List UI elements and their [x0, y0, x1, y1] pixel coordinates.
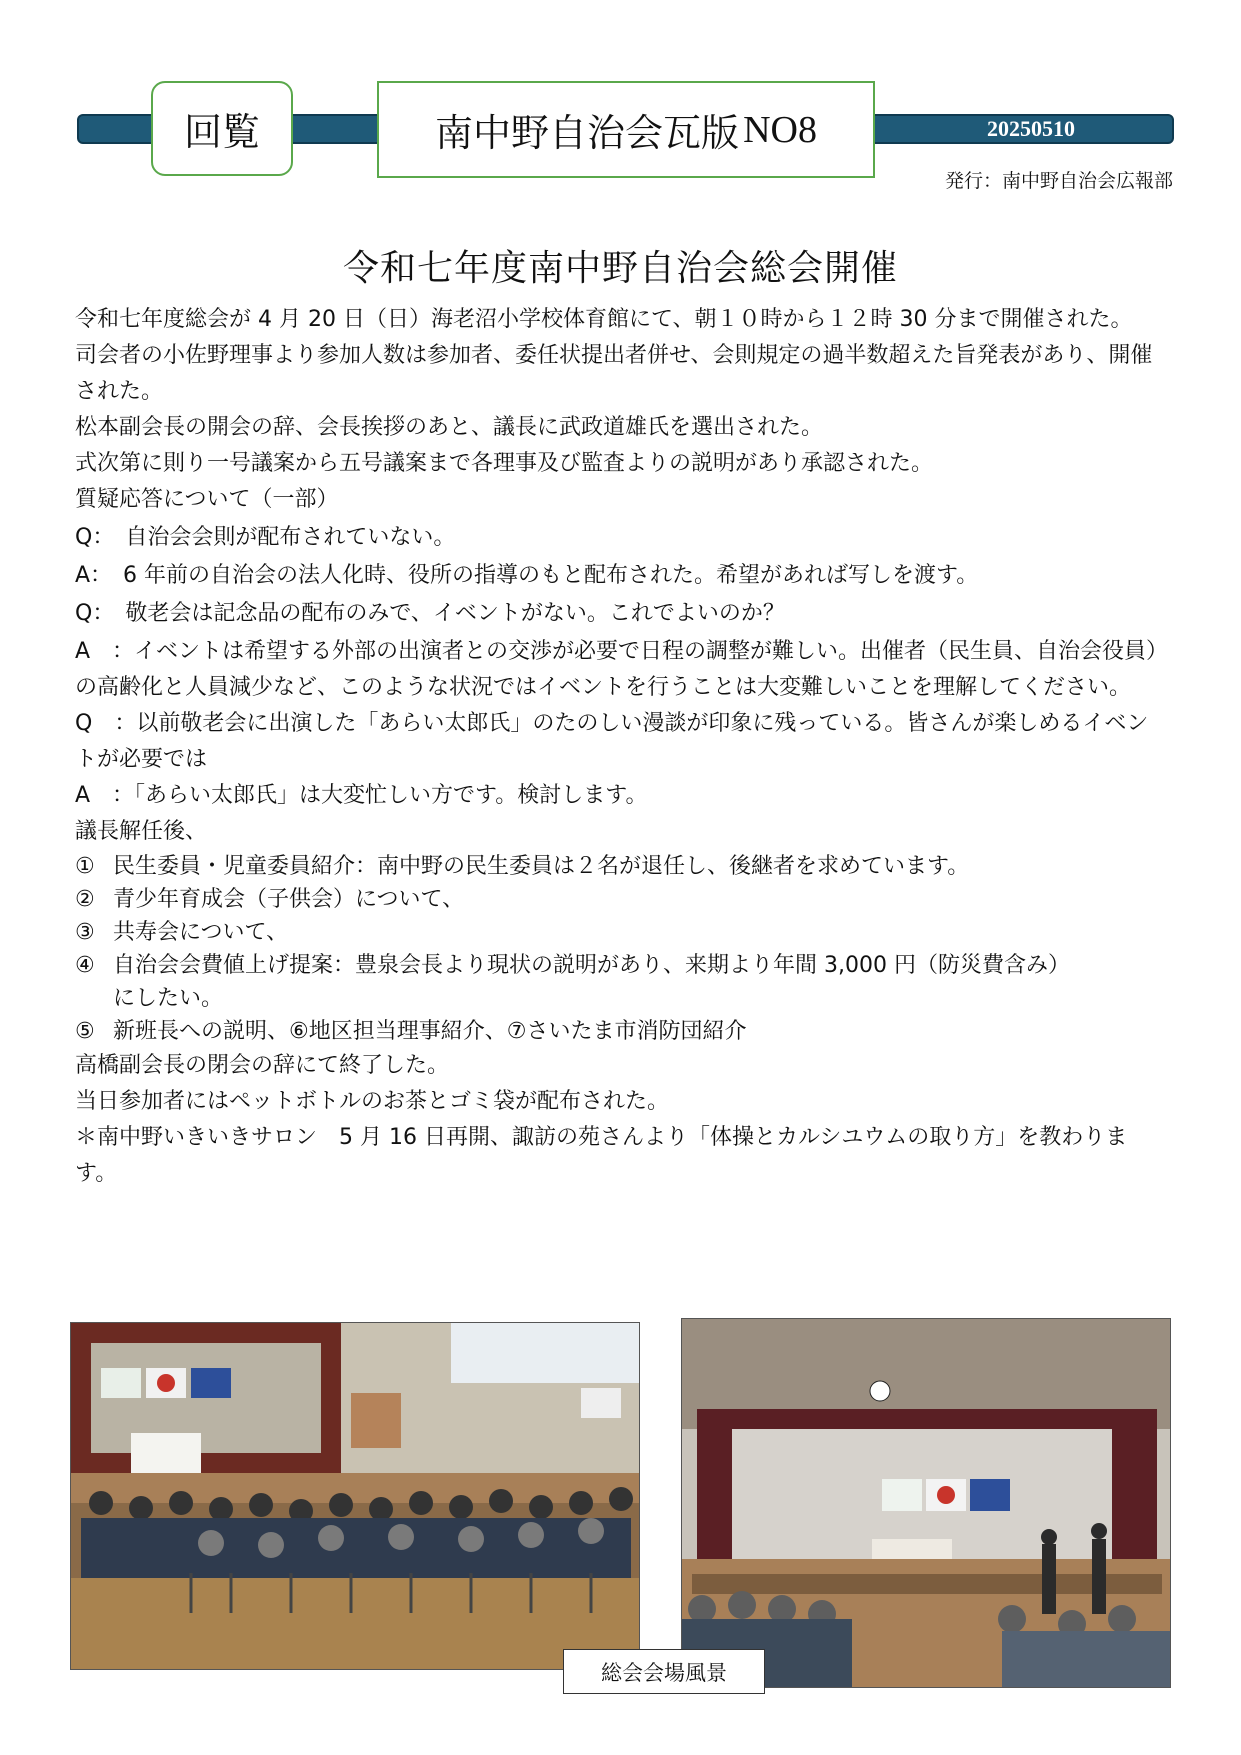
item-text: 民生委員・児童委員紹介：南中野の民生委員は２名が退任し、後継者を求めています。: [113, 854, 970, 879]
paragraph: 式次第に則り一号議案から五号議案まで各理事及び監査よりの説明があり承認された。: [75, 451, 934, 476]
closing-line: 高橋副会長の閉会の辞にて終了した。: [75, 1053, 450, 1078]
photo-gym-audience: [70, 1322, 640, 1670]
item-text: 新班長への説明、⑥地区担当理事紹介、⑦さいたま市消防団紹介: [113, 1019, 747, 1044]
list-item: [75, 1015, 1167, 1048]
paragraph: 令和七年度総会が 4 月 20 日（日）海老沼小学校体育館にて、朝１０時から１２時 30 分まで開催された。: [75, 307, 1133, 332]
item-number: ①: [75, 854, 95, 879]
issue-date: 20250510: [987, 116, 1075, 141]
qa-answer: A ：イベントは希望する外部の出演者との交渉が必要で日程の調整が難しい。出催者（民生員、自治会役員）の高齢化と人員減少など、このような状況ではイベントを行うことは大変難しいことを理解してください。: [75, 639, 1158, 700]
list-item: [75, 916, 1167, 949]
paragraph: 松本副会長の開会の辞、会長挨拶のあと、議長に武政道雄氏を選出された。: [75, 415, 824, 440]
paragraph: 司会者の小佐野理事より参加人数は参加者、委任状提出者併せ、会則規定の過半数超えた旨発表があり、開催された。: [75, 343, 1153, 404]
list-item-continuation: にしたい。: [113, 986, 224, 1011]
item-text: 共寿会について、: [113, 920, 289, 945]
closing-line: 当日参加者にはペットボトルのお茶とゴミ袋が配布された。: [75, 1089, 670, 1114]
photo-stage-drawing: [682, 1319, 1171, 1688]
paragraph: 質疑応答について（一部）: [75, 487, 339, 512]
list-item: [75, 883, 1167, 916]
qa-question: Q： 自治会会則が配布されていない。: [75, 525, 456, 550]
item-text: 青少年育成会（子供会）について、: [113, 887, 465, 912]
list-item: [75, 949, 1167, 982]
photo-caption: 総会会場風景: [563, 1649, 765, 1694]
newsletter-title: 南中野自治会瓦版: [435, 111, 740, 155]
item-number: ③: [75, 920, 95, 945]
issue-number: NO8: [743, 108, 817, 151]
closing-line: ＊南中野いきいきサロン 5 月 16 日再開、諏訪の苑さんより「体操とカルシユウムの取り方」を教わります。: [75, 1125, 1128, 1186]
circulation-label: 回覧: [183, 110, 260, 154]
article-body: [75, 302, 1167, 1192]
publisher: 発行：南中野自治会広報部: [944, 170, 1173, 192]
newsletter-title-box: [377, 81, 875, 178]
qa-question: Q： 敬老会は記念品の配布のみで、イベントがない。これでよいのか？: [75, 601, 785, 626]
qa-question: Q ：以前敬老会に出演した「あらい太郎氏」のたのしい漫談が印象に残っている。皆さんが楽しめるイベントが必要では: [75, 711, 1149, 772]
item-number: ②: [75, 887, 95, 912]
after-heading: 議長解任後、: [75, 819, 208, 844]
item-text: 自治会会費値上げ提案：豊泉会長より現状の説明があり、来期より年間 3,000 円（防災費含み）: [113, 953, 1070, 978]
circulation-badge: [151, 81, 293, 176]
photo-gym-audience-drawing: [71, 1323, 640, 1670]
article-headline: 令和七年度南中野自治会総会開催: [342, 248, 898, 289]
item-number: ④: [75, 953, 95, 978]
qa-answer: A： 6 年前の自治会の法人化時、役所の指導のもと配布された。希望があれば写しを渡す。: [75, 563, 979, 588]
list-item: [75, 850, 1167, 883]
qa-answer: A ：「あらい太郎氏」は大変忙しい方です。検討します。: [75, 783, 648, 808]
item-number: ⑤: [75, 1019, 95, 1044]
photo-stage: [681, 1318, 1171, 1688]
